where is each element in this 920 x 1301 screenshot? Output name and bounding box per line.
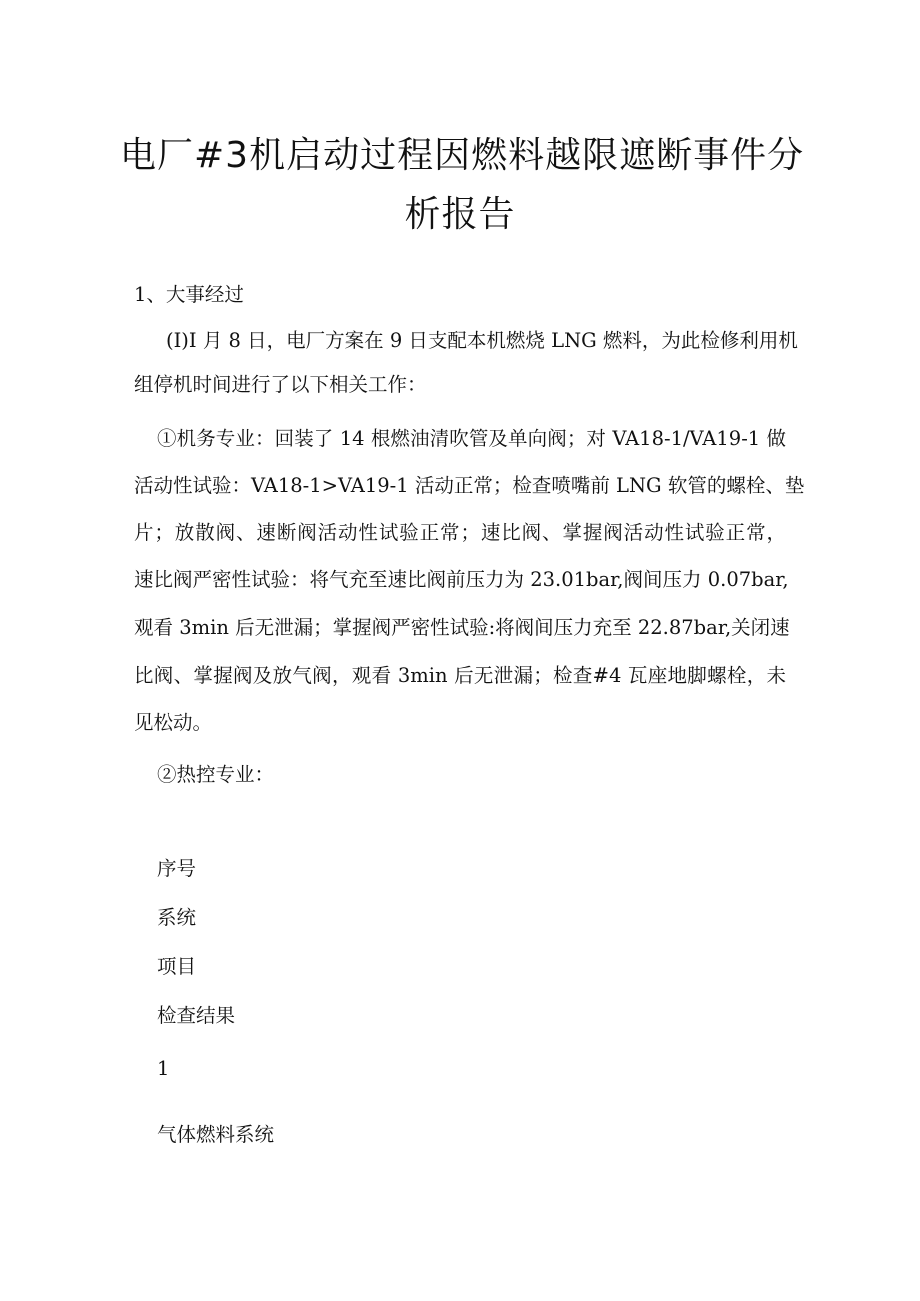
table-header-result: 检查结果: [157, 1004, 236, 1027]
section-heading-events: 1、大事经过: [134, 283, 244, 306]
table-header-no: 序号: [157, 857, 197, 880]
mechanical-paragraph-line-6: 比阀、掌握阀及放气阀，观看 3min 后无泄漏；检查#4 瓦座地脚螺栓，未: [134, 664, 786, 687]
table-row-1-no: 1: [157, 1057, 170, 1080]
mechanical-paragraph-line-1: ①机务专业：回装了 14 根燃油清吹管及单向阀；对 VA18-1/VA19-1 做: [157, 427, 786, 450]
mechanical-paragraph-line-2: 活动性试验：VA18-1>VA19-1 活动正常；检查喷嘴前 LNG 软管的螺栓、垫: [134, 474, 805, 497]
document-title-line-1: 电厂#3机启动过程因燃料越限遮断事件分: [120, 135, 805, 176]
table-header-system: 系统: [157, 906, 197, 929]
mechanical-paragraph-line-3: 片；放散阀、速断阀活动性试验正常；速比阀、掌握阀活动性试验正常，: [134, 521, 786, 544]
intro-paragraph-line-2: 组停机时间进行了以下相关工作：: [134, 373, 427, 396]
intro-paragraph-line-1: (I)I 月 8 日，电厂方案在 9 日支配本机燃烧 LNG 燃料，为此检修利用机: [166, 329, 798, 352]
table-header-item: 项目: [157, 955, 197, 978]
mechanical-paragraph-line-7: 见松动。: [134, 711, 213, 734]
control-section-heading: ②热控专业：: [157, 763, 275, 786]
mechanical-paragraph-line-5: 观看 3min 后无泄漏；掌握阀严密性试验:将阀间压力充至 22.87bar,关闭速: [134, 616, 790, 639]
table-row-1-system: 气体燃料系统: [157, 1123, 275, 1146]
mechanical-paragraph-line-4: 速比阀严密性试验：将气充至速比阀前压力为 23.01bar,阀间压力 0.07bar,: [134, 568, 789, 591]
document-title-line-2: 析报告: [404, 194, 516, 235]
